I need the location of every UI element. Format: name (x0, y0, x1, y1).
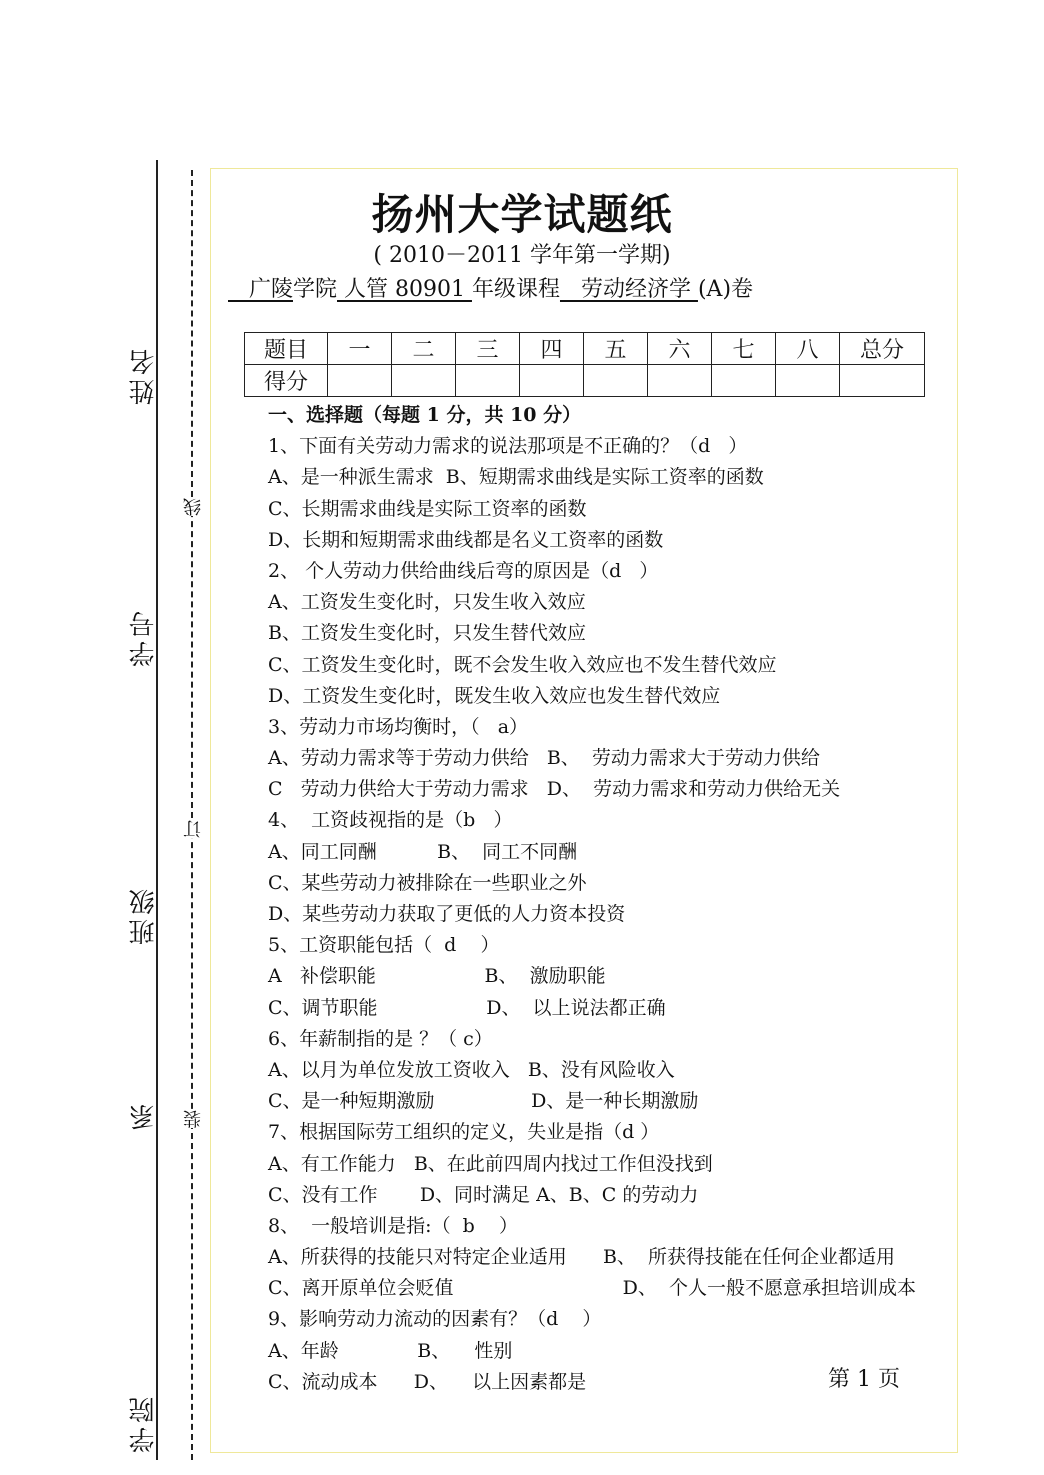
score-cell (520, 365, 584, 397)
score-table (244, 332, 925, 397)
binding-label-department: 系 (129, 1100, 159, 1130)
option-line: A、以月为单位发放工资收入 B、没有风险收入 (268, 1058, 675, 1081)
question-line: 4、 工资歧视指的是（b ） (268, 809, 513, 832)
score-cell (584, 365, 648, 397)
score-header-cell: 五 (584, 333, 648, 365)
option-line: C、流动成本 D、 以上因素都是 (268, 1370, 587, 1393)
grade-suffix: 年级课程 (471, 277, 560, 302)
score-cell (712, 365, 776, 397)
option-line: C、离开原单位会贬值 D、 个人一般不愿意承担培训成本 (268, 1277, 916, 1300)
score-header-cell: 总分 (840, 333, 925, 365)
option-line: A、所获得的技能只对特定企业适用 B、 所获得技能在任何企业都适用 (268, 1246, 896, 1269)
score-table-score-row (245, 365, 925, 397)
page-title: 扬州大学试题纸 (371, 190, 673, 239)
option-line: C、长期需求曲线是实际工资率的函数 (268, 497, 587, 520)
score-row-label: 得分 (245, 365, 328, 397)
option-line: A、是一种派生需求 B、短期需求曲线是实际工资率的函数 (268, 466, 764, 489)
score-header-cell: 四 (520, 333, 584, 365)
score-header-cell: 八 (776, 333, 840, 365)
option-line: C、某些劳动力被排除在一些职业之外 (268, 871, 587, 894)
option-line: D、长期和短期需求曲线都是名义工资率的函数 (268, 528, 664, 551)
college-suffix: 学院 (292, 277, 337, 302)
binding-dashed-line (191, 170, 193, 1460)
page-number: 第 1 页 (828, 1367, 900, 1392)
score-header-cell: 题目 (245, 333, 328, 365)
score-cell (392, 365, 456, 397)
score-cell (328, 365, 392, 397)
question-content (268, 400, 958, 1398)
binding-mark-line: 线 (183, 498, 204, 516)
question-line: 9、影响劳动力流动的因素有？（d ） (268, 1308, 602, 1331)
option-line: D、工资发生变化时，既发生收入效应也发生替代效应 (268, 684, 721, 707)
question-line: 5、工资职能包括（ d ） (268, 934, 500, 957)
college-field: 广陵 (228, 277, 293, 302)
score-cell (456, 365, 520, 397)
option-line: A、同工同酬 B、 同工不同酬 (268, 840, 578, 863)
option-line: C、没有工作 D、同时满足 A、B、C 的劳动力 (268, 1183, 699, 1206)
binding-label-college: 学院 (129, 1393, 159, 1453)
option-line: C、调节职能 D、 以上说法都正确 (268, 996, 666, 1019)
option-line: A、劳动力需求等于劳动力供给 B、 劳动力需求大于劳动力供给 (268, 747, 820, 770)
question-line: 2、 个人劳动力供给曲线后弯的原因是（d ） (268, 559, 659, 582)
binding-label-name: 姓名 (129, 345, 159, 405)
score-header-cell: 七 (712, 333, 776, 365)
question-line: 1、下面有关劳动力需求的说法那项是不正确的？（d ） (268, 435, 748, 458)
course-field: 劳动经济学 (559, 277, 698, 302)
option-line: A 补偿职能 B、 激励职能 (268, 965, 606, 988)
binding-mark-staple: 订 (183, 820, 204, 838)
score-table-header-row (245, 333, 925, 365)
question-line: 3、劳动力市场均衡时，（ a） (268, 715, 529, 738)
score-cell (776, 365, 840, 397)
score-header-cell: 二 (392, 333, 456, 365)
option-line: A、有工作能力 B、在此前四周内找过工作但没找到 (268, 1152, 713, 1175)
score-cell (648, 365, 712, 397)
option-line: C、工资发生变化时，既不会发生收入效应也不发生替代效应 (268, 653, 777, 676)
option-line: C 劳动力供给大于劳动力需求 D、 劳动力需求和劳动力供给无关 (268, 778, 841, 801)
binding-label-class: 班级 (129, 885, 159, 945)
option-line: A、年龄 B、 性别 (268, 1339, 513, 1362)
binding-label-student-id: 学号 (129, 607, 159, 667)
grade-field: 人管 80901 (337, 277, 472, 302)
question-line: 7、根据国际劳工组织的定义，失业是指（d ） (268, 1121, 660, 1144)
score-header-cell: 一 (328, 333, 392, 365)
question-line: 6、年薪制指的是 ？（ c） (268, 1027, 493, 1050)
score-header-cell: 六 (648, 333, 712, 365)
score-cell (840, 365, 925, 397)
term-line: ( 2010－2011 学年第一学期) (373, 243, 671, 268)
option-line: D、某些劳动力获取了更低的人力资本投资 (268, 903, 626, 925)
binding-mark-bind: 装 (183, 1110, 204, 1128)
course-line (228, 272, 753, 303)
question-line: 8、 一般培训是指:（ b ） (268, 1214, 518, 1237)
section-heading: 一、选择题（每题 1 分，共 10 分） (268, 404, 582, 426)
option-line: A、工资发生变化时，只发生收入效应 (268, 591, 586, 614)
option-line: C、是一种短期激励 D、是一种长期激励 (268, 1090, 699, 1113)
option-line: B、工资发生变化时，只发生替代效应 (268, 622, 586, 645)
paper-suffix: (A)卷 (697, 277, 754, 302)
score-header-cell: 三 (456, 333, 520, 365)
